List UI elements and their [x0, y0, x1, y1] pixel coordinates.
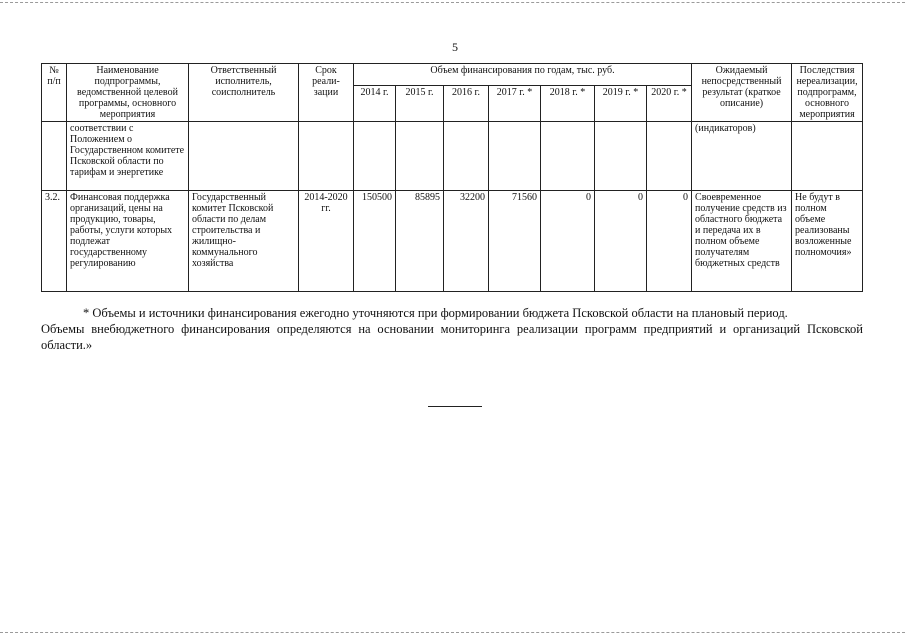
cell-value	[489, 122, 541, 191]
cell-name: Финансовая поддержка организаций, цены на продукцию, товары, работы, услуги которых подлежат государственному регулированию	[67, 191, 189, 292]
cell-term: 2014-2020 гг.	[299, 191, 354, 292]
header-year: 2019 г. *	[595, 85, 647, 121]
cell-value: 0	[647, 191, 692, 292]
header-name: Наименование подпрограммы, ведомственной целевой программы, основного мероприятия	[67, 64, 189, 122]
header-year: 2014 г.	[354, 85, 396, 121]
cell-value	[647, 122, 692, 191]
page-number: 5	[452, 40, 458, 54]
cell-value	[396, 122, 444, 191]
header-year: 2018 г. *	[541, 85, 595, 121]
header-num: № п/п	[42, 64, 67, 122]
header-year: 2020 г. *	[647, 85, 692, 121]
scan-top-edge	[0, 2, 905, 3]
cell-value	[444, 122, 489, 191]
header-year: 2017 г. *	[489, 85, 541, 121]
cell-value	[541, 122, 595, 191]
header-row	[42, 64, 863, 86]
cell-name: соответствии с Положением о Государственном комитете Псковской области по тарифам и энергетике	[67, 122, 189, 191]
end-divider	[428, 406, 482, 407]
header-responsible: Ответственный исполнитель, соисполнитель	[189, 64, 299, 122]
header-consequences: Последствия нереализации, подпрограмм, основного мероприятия	[792, 64, 863, 122]
cell-result: Своевременное получение средств из областного бюджета и передача их в полном объеме получателям бюджетных средств	[692, 191, 792, 292]
cell-value: 150500	[354, 191, 396, 292]
footnote-line: * Объемы и источники финансирования ежегодно уточняются при формировании бюджета Псковской области на плановый период.	[83, 306, 788, 320]
cell-result: (индикаторов)	[692, 122, 792, 191]
cell-value: 32200	[444, 191, 489, 292]
cell-value	[354, 122, 396, 191]
financing-table	[41, 63, 863, 292]
cell-num: 3.2.	[42, 191, 67, 292]
cell-num	[42, 122, 67, 191]
table-row	[42, 122, 863, 191]
footnote	[41, 305, 863, 353]
cell-value: 0	[595, 191, 647, 292]
cell-value	[595, 122, 647, 191]
cell-value: 0	[541, 191, 595, 292]
table-row	[42, 191, 863, 292]
cell-value: 71560	[489, 191, 541, 292]
scan-bottom-edge	[0, 632, 905, 633]
cell-responsible: Государственный комитет Псковской области по делам строительства и жилищно-коммунального хозяйства	[189, 191, 299, 292]
cell-value: 85895	[396, 191, 444, 292]
header-financing: Объем финансирования по годам, тыс. руб.	[354, 64, 692, 86]
cell-term	[299, 122, 354, 191]
header-result: Ожидаемый непосредственный результат (краткое описание)	[692, 64, 792, 122]
cell-consequences: Не будут в полном объеме реализованы возложенные полномочия»	[792, 191, 863, 292]
cell-consequences	[792, 122, 863, 191]
header-term: Срок реали-зации	[299, 64, 354, 122]
cell-responsible	[189, 122, 299, 191]
header-year: 2016 г.	[444, 85, 489, 121]
footnote-line: Объемы внебюджетного финансирования определяются на основании мониторинга реализации программ предприятий и организаций Псковской области.»	[41, 322, 863, 352]
header-year: 2015 г.	[396, 85, 444, 121]
